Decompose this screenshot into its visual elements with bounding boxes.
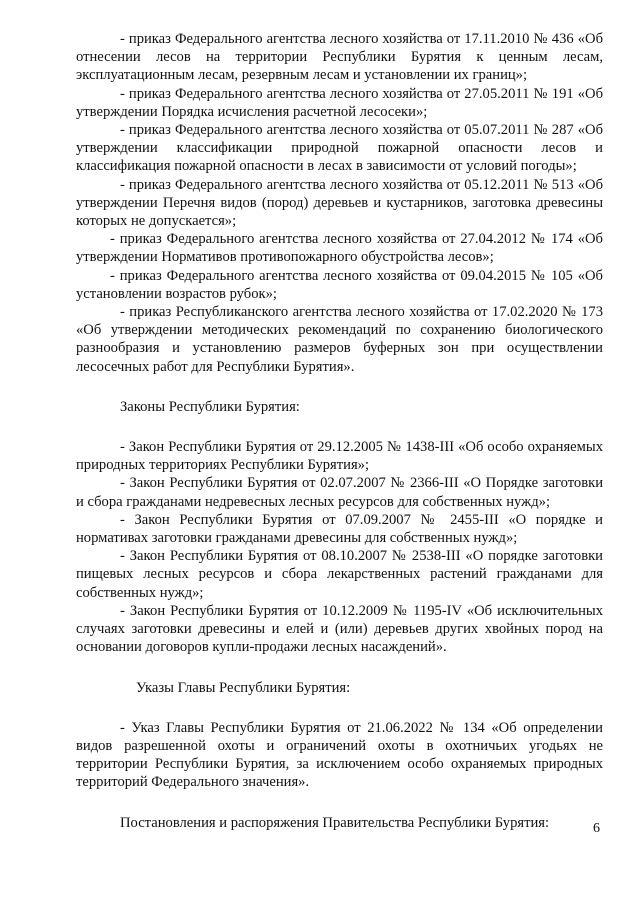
list-item: - приказ Республиканского агентства лесного хозяйства от 17.02.2020 № 173 «Об утверждении методических рекомендаций по сохранению биологического разнообразия и установлению размеров буферных зон при осуществлении лесосечных работ для Республики Бурятия». <box>76 304 603 375</box>
list-item: - приказ Федерального агентства лесного хозяйства от 05.12.2011 № 513 «Об утверждении Перечня видов (пород) деревьев и кустарников, заготовка древесины которых не допускается»; <box>76 176 603 230</box>
decrees-list <box>76 719 603 792</box>
page-number: 6 <box>593 821 600 836</box>
laws-list <box>76 438 603 656</box>
list-item: - Закон Республики Бурятия от 08.10.2007 № 2538-III «О порядке заготовки пищевых лесных ресурсов и сбора лекарственных растений гражданами для собственных нужд»; <box>76 548 603 601</box>
list-item: - приказ Федерального агентства лесного хозяйства от 09.04.2015 № 105 «Об установлении возрастов рубок»; <box>76 267 603 302</box>
document-page <box>76 30 603 832</box>
list-item: - Закон Республики Бурятия от 10.12.2009 № 1195-IV «Об исключительных случаях заготовки древесины и елей и (или) деревьев других хвойных пород на основании договоров купли-продажи лесных насаждений». <box>76 602 603 656</box>
list-item: - Закон Республики Бурятия от 29.12.2005 № 1438-III «Об особо охраняемых природных территориях Республики Бурятия»; <box>76 439 603 474</box>
list-item: - приказ Федерального агентства лесного хозяйства от 27.04.2012 № 174 «Об утверждении Нормативов противопожарного обустройства лесов»; <box>76 231 603 266</box>
federal-orders-list <box>76 30 603 376</box>
laws-heading: Законы Республики Бурятия: <box>120 398 300 415</box>
list-item: - приказ Федерального агентства лесного хозяйства от 17.11.2010 № 436 «Об отнесении лесов на территории Республики Бурятия к ценным лесам, эксплуатационным лесам, резервным лесам и установлении их границ»; <box>76 31 603 84</box>
resolutions-heading: Постановления и распоряжения Правительства Республики Бурятия: <box>120 814 550 831</box>
list-item: - Указ Главы Республики Бурятия от 21.06.2022 № 134 «Об определении видов разрешенной охоты и ограничений охоты в охотничьих угодьях не территории Республики Бурятия, за исключением особо охраняемых природных территорий Федерального значения». <box>76 719 603 791</box>
list-item: - Закон Республики Бурятия от 07.09.2007 № 2455-III «О порядке и нормативах заготовки гражданами древесины для собственных нужд»; <box>76 511 603 547</box>
list-item: - Закон Республики Бурятия от 02.07.2007 № 2366-III «О Порядке заготовки и сбора гражданами недревесных лесных ресурсов для собственных нужд»; <box>76 475 603 510</box>
decrees-heading: Указы Главы Республики Бурятия: <box>136 679 351 696</box>
list-item: - приказ Федерального агентства лесного хозяйства от 27.05.2011 № 191 «Об утверждении Порядка исчисления расчетной лесосеки»; <box>76 85 603 120</box>
list-item: - приказ Федерального агентства лесного хозяйства от 05.07.2011 № 287 «Об утверждении классификации природной пожарной опасности лесов и классификация пожарной опасности в лесах в зависимости от условий погоды»; <box>76 122 603 175</box>
